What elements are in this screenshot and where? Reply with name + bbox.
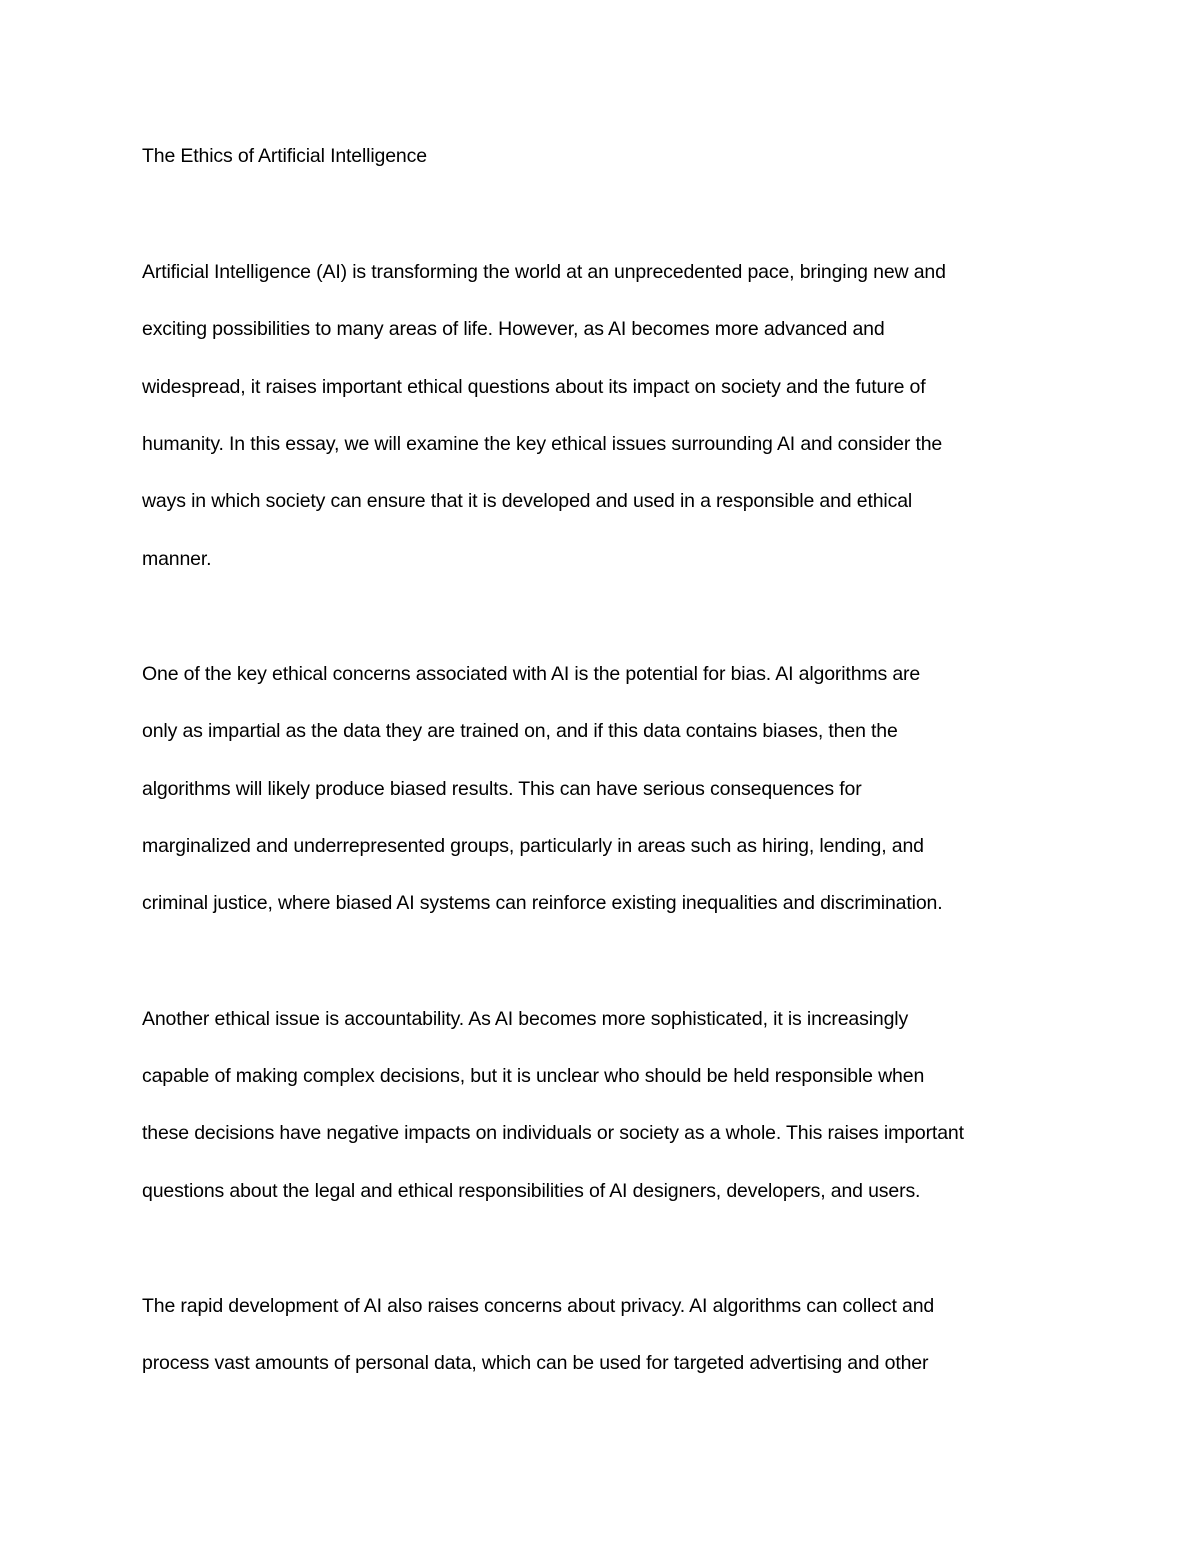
paragraph-4-line-2: process vast amounts of personal data, which can be used for targeted advertising and other	[142, 1352, 929, 1374]
paragraph-1-line-5: ways in which society can ensure that it is developed and used in a responsible and ethical	[142, 490, 913, 512]
paragraph-1-line-2: exciting possibilities to many areas of life. However, as AI becomes more advanced and	[142, 318, 885, 340]
paragraph-2-line-3: algorithms will likely produce biased results. This can have serious consequences for	[142, 778, 862, 800]
paragraph-3-line-2: capable of making complex decisions, but it is unclear who should be held responsible when	[142, 1065, 925, 1087]
paragraph-1-line-4: humanity. In this essay, we will examine the key ethical issues surrounding AI and consider the	[142, 433, 943, 455]
paragraph-1-line-1: Artificial Intelligence (AI) is transforming the world at an unprecedented pace, bringing new and	[142, 261, 946, 283]
document-title: The Ethics of Artificial Intelligence	[142, 145, 427, 167]
paragraph-1-line-3: widespread, it raises important ethical questions about its impact on society and the future of	[142, 376, 926, 398]
paragraph-3-line-1: Another ethical issue is accountability. As AI becomes more sophisticated, it is increasingly	[142, 1008, 909, 1030]
paragraph-3-line-3: these decisions have negative impacts on individuals or society as a whole. This raises important	[142, 1122, 964, 1144]
paragraph-2-line-4: marginalized and underrepresented groups, particularly in areas such as hiring, lending, and	[142, 835, 924, 857]
paragraph-2-line-1: One of the key ethical concerns associated with AI is the potential for bias. AI algorithms are	[142, 663, 921, 685]
paragraph-2-line-5: criminal justice, where biased AI systems can reinforce existing inequalities and discrimination.	[142, 892, 943, 914]
paragraph-3-line-4: questions about the legal and ethical responsibilities of AI designers, developers, and users.	[142, 1180, 921, 1202]
paragraph-1-line-6: manner.	[142, 548, 212, 570]
paragraph-4-line-1: The rapid development of AI also raises concerns about privacy. AI algorithms can collect and	[142, 1295, 935, 1317]
paragraph-2-line-2: only as impartial as the data they are trained on, and if this data contains biases, then the	[142, 720, 898, 742]
